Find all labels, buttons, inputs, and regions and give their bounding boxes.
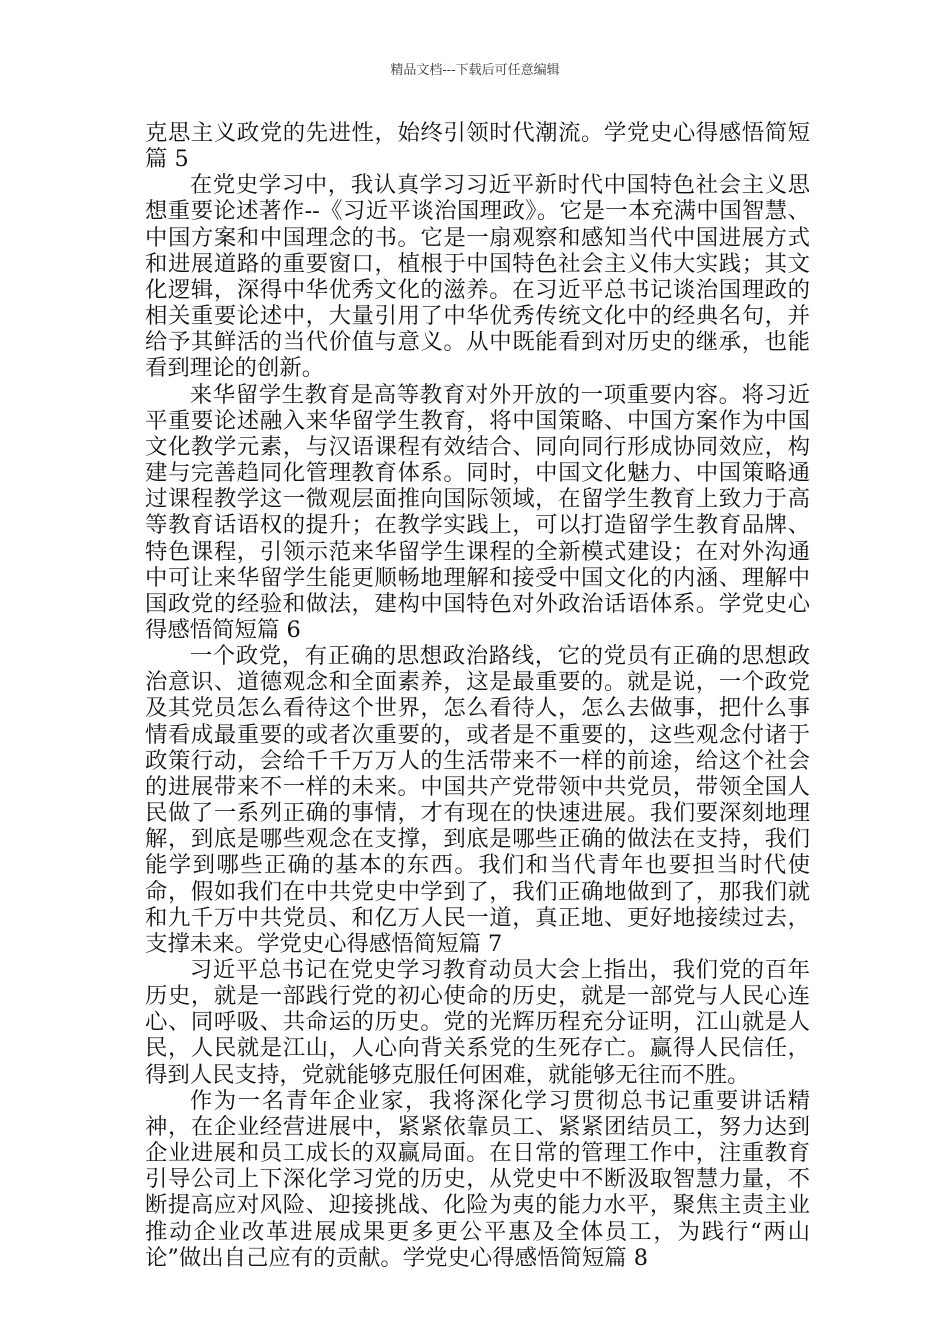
paragraph: 来华留学生教育是高等教育对外开放的一项重要内容。将习近平重要论述融入来华留学生教育，将中国策略、中国方案作为中国文化教学元素，与汉语课程有效结合、同向同行形成协同效应，构建与完善趋同化管理教育体系。同时，中国文化魅力、中国策略通过课程教学这一微观层面推向国际领域，在留学生教育上致力于高等教育话语权的提升；在教学实践上，可以打造留学生教育品牌、特色课程，引领示范来华留学生课程的全新模式建设；在对外沟通中可让来华留学生能更顺畅地理解和接受中国文化的内涵、理解中国政党的经验和做法，建构中国特色对外政治话语体系。学党史心得感悟简短篇 6 [145, 381, 810, 643]
paragraph: 一个政党，有正确的思想政治路线，它的党员有正确的思想政治意识、道德观念和全面素养，这是最重要的。就是说，一个政党及其党员怎么看待这个世界，怎么看待人，怎么去做事，把什么事情看成最重要的或者次重要的，或者是不重要的，这些观念付诸于政策行动，会给千千万万人的生活带来不一样的前途，给这个社会的进展带来不一样的未来。中国共产党带领中共党员，带领全国人民做了一系列正确的事情，才有现在的快速进展。我们要深刻地理解，到底是哪些观念在支撑，到底是哪些正确的做法在支持，我们能学到哪些正确的基本的东西。我们和当代青年也要担当时代使命，假如我们在中共党史中学到了，我们正确地做到了，那我们就和九千万中共党员、和亿万人民一道，真正地、更好地接续过去，支撑未来。学党史心得感悟简短篇 7 [145, 643, 810, 957]
paragraph: 克思主义政党的先进性，始终引领时代潮流。学党史心得感悟简短篇 5 [145, 120, 810, 173]
paragraph: 在党史学习中，我认真学习习近平新时代中国特色社会主义思想重要论述著作--《习近平谈治国理政》。它是一本充满中国智慧、中国方案和中国理念的书。它是一扇观察和感知当代中国进展方式和进展道路的重要窗口，植根于中国特色社会主义伟大实践；其文化逻辑，深得中华优秀文化的滋养。在习近平总书记谈治国理政的相关重要论述中，大量引用了中华优秀传统文化中的经典名句，并给予其鲜活的当代价值与意义。从中既能看到对历史的继承，也能看到理论的创新。 [145, 172, 810, 382]
document-body [145, 120, 810, 1271]
page-header: 精品文档---下载后可任意编辑 [390, 63, 560, 78]
paragraph: 习近平总书记在党史学习教育动员大会上指出，我们党的百年历史，就是一部践行党的初心使命的历史，就是一部党与人民心连心、同呼吸、共命运的历史。党的光辉历程充分证明，江山就是人民，人民就是江山，人心向背关系党的生死存亡。赢得人民信任，得到人民支持，党就能够克服任何困难，就能够无往而不胜。 [145, 957, 810, 1088]
paragraph: 作为一名青年企业家，我将深化学习贯彻总书记重要讲话精神，在企业经营进展中，紧紧依靠员工、紧紧团结员工，努力达到企业进展和员工成长的双赢局面。在日常的管理工作中，注重教育引导公司上下深化学习党的历史，从党史中不断汲取智慧力量，不断提高应对风险、迎接挑战、化险为夷的能力水平，聚焦主责主业推动企业改革进展成果更多更公平惠及全体员工，为践行“两山论”做出自己应有的贡献。学党史心得感悟简短篇 8 [145, 1087, 810, 1271]
